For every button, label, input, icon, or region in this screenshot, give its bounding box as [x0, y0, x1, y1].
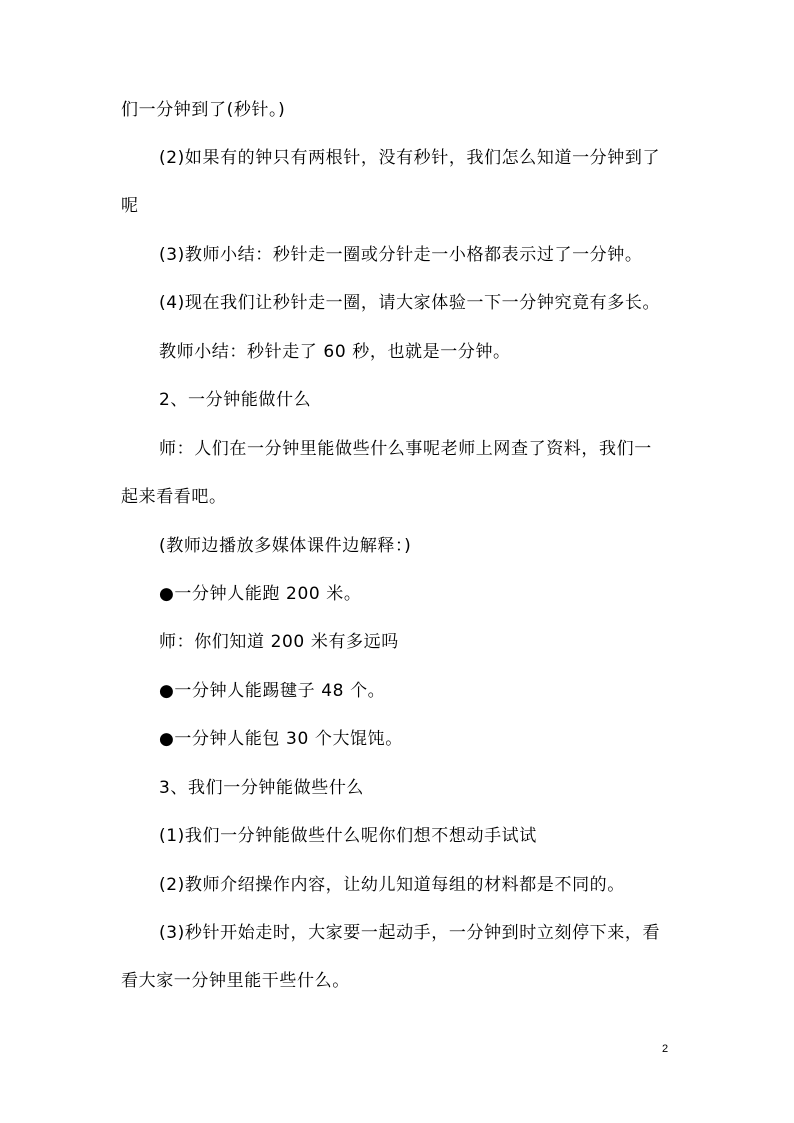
- text-line: 们一分钟到了(秒针。): [121, 100, 286, 120]
- text-line: 呢: [121, 196, 139, 216]
- text-line: (3)教师小结：秒针走一圈或分针走一小格都表示过了一分钟。: [159, 245, 643, 265]
- page-number: 2: [662, 1043, 669, 1055]
- text-line: 看大家一分钟里能干些什么。: [121, 971, 350, 991]
- text-line: (4)现在我们让秒针走一圈，请大家体验一下一分钟究竟有多长。: [159, 293, 661, 313]
- text-line: (1)我们一分钟能做些什么呢你们想不想动手试试: [159, 826, 537, 846]
- text-line: 教师小结：秒针走了 60 秒，也就是一分钟。: [159, 342, 511, 362]
- text-line: 师：人们在一分钟里能做些什么事呢老师上网查了资料，我们一: [159, 439, 652, 459]
- section-heading: 2、一分钟能做什么: [159, 390, 312, 410]
- bullet-item: ●一分钟人能包 30 个大馄饨。: [159, 729, 403, 749]
- bullet-item: ●一分钟人能跑 200 米。: [159, 584, 362, 604]
- text-line: (3)秒针开始走时，大家要一起动手，一分钟到时立刻停下来，看: [159, 923, 661, 943]
- section-heading: 3、我们一分钟能做些什么: [159, 778, 365, 798]
- text-line: (2)如果有的钟只有两根针，没有秒针，我们怎么知道一分钟到了: [159, 148, 661, 168]
- text-line: (2)教师介绍操作内容，让幼儿知道每组的材料都是不同的。: [159, 875, 625, 895]
- bullet-item: ●一分钟人能踢毽子 48 个。: [159, 681, 386, 701]
- text-line: 师：你们知道 200 米有多远吗: [159, 632, 399, 652]
- text-line: (教师边播放多媒体课件边解释：): [159, 536, 412, 556]
- text-line: 起来看看吧。: [121, 487, 227, 507]
